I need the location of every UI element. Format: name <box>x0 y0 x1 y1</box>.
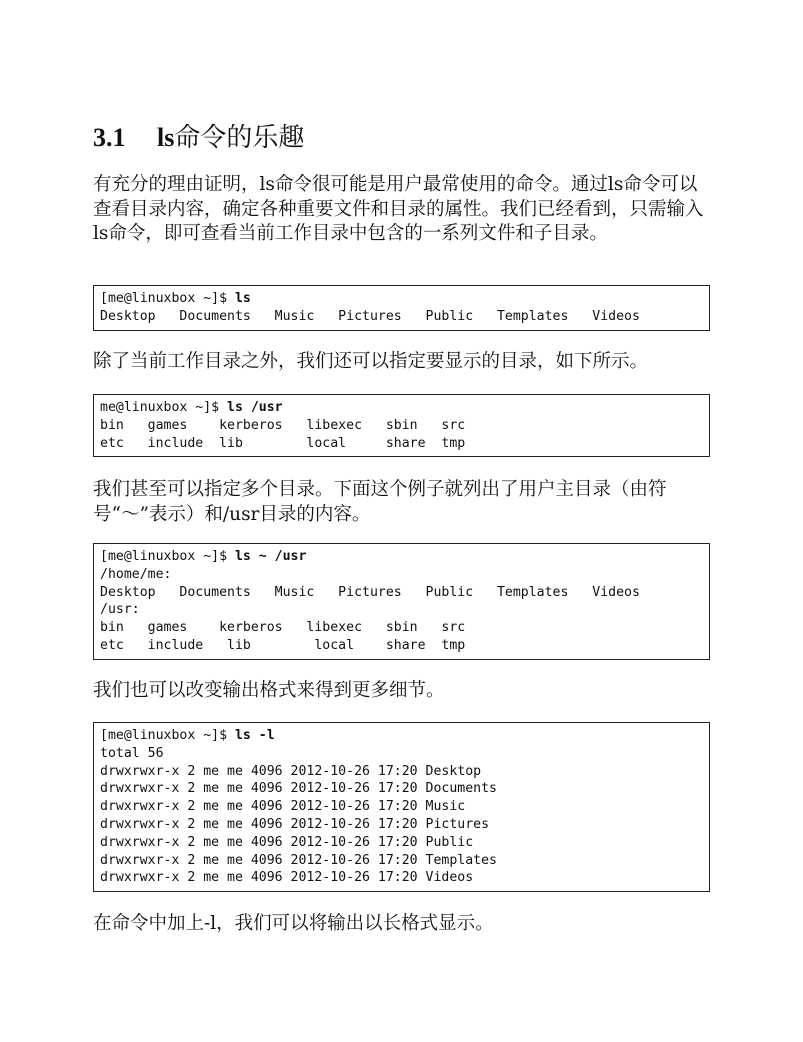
intro-paragraph: 有充分的理由证明，ls命令很可能是用户最常使用的命令。通过ls命令可以查看目录内容，确定各种重要文件和目录的属性。我们已经看到，只需输入ls命令，即可查看当前工作目录中包含的一系列文件和子目录。 <box>93 174 704 244</box>
code-output: /home/me: Desktop Documents Music Pictures Public Templates Videos /usr: bin games kerberos libexec sbin src etc include lib local share tmp <box>100 566 640 653</box>
section-heading <box>93 118 304 158</box>
code-block-ls-long <box>93 722 710 892</box>
code-command: ls /usr <box>227 400 283 415</box>
section-title-prefix: ls <box>157 123 175 152</box>
paragraph-long-format: 在命令中加上-l，我们可以将输出以长格式显示。 <box>93 913 494 934</box>
code-output: total 56 drwxrwxr-x 2 me me 4096 2012-10-26 17:20 Desktop drwxrwxr-x 2 me me 4096 2012-10-26 17:20 Documents drwxrwxr-x 2 me me 4096 2012-10-26 17:20 Music drwxrwxr-x 2 me me 4096 2012-10-26 17:20 Pictures drwxrwxr-x 2 me me 4096 2012-10-26 17:20 Public drwxrwxr-x 2 me me 4096 2012-10-26 17:20 Templates drwxrwxr-x 2 me me 4096 2012-10-26 17:20 Videos <box>100 745 497 886</box>
code-command: ls ~ /usr <box>234 549 307 564</box>
code-block-ls-multi <box>93 543 710 660</box>
code-block-ls-usr <box>93 394 710 457</box>
section-number: 3.1 <box>93 123 126 152</box>
code-prompt: [me@linuxbox ~]$ <box>100 728 235 743</box>
code-prompt: [me@linuxbox ~]$ <box>100 291 235 306</box>
paragraph-specify-directory: 除了当前工作目录之外，我们还可以指定要显示的目录，如下所示。 <box>93 351 649 372</box>
paragraph-output-format: 我们也可以改变输出格式来得到更多细节。 <box>93 680 445 701</box>
code-output: bin games kerberos libexec sbin src etc include lib local share tmp <box>100 417 466 451</box>
code-block-ls <box>93 285 710 331</box>
code-output: Desktop Documents Music Pictures Public Templates Videos <box>100 308 640 324</box>
code-prompt: me@linuxbox ~]$ <box>100 400 228 415</box>
code-command: ls -l <box>234 728 275 743</box>
code-command: ls <box>234 291 251 306</box>
code-prompt: [me@linuxbox ~]$ <box>100 549 235 564</box>
section-title-rest: 命令的乐趣 <box>174 123 305 153</box>
paragraph-multiple-directories: 我们甚至可以指定多个目录。下面这个例子就列出了用户主目录（由符号“～”表示）和/usr目录的内容。 <box>93 479 667 525</box>
